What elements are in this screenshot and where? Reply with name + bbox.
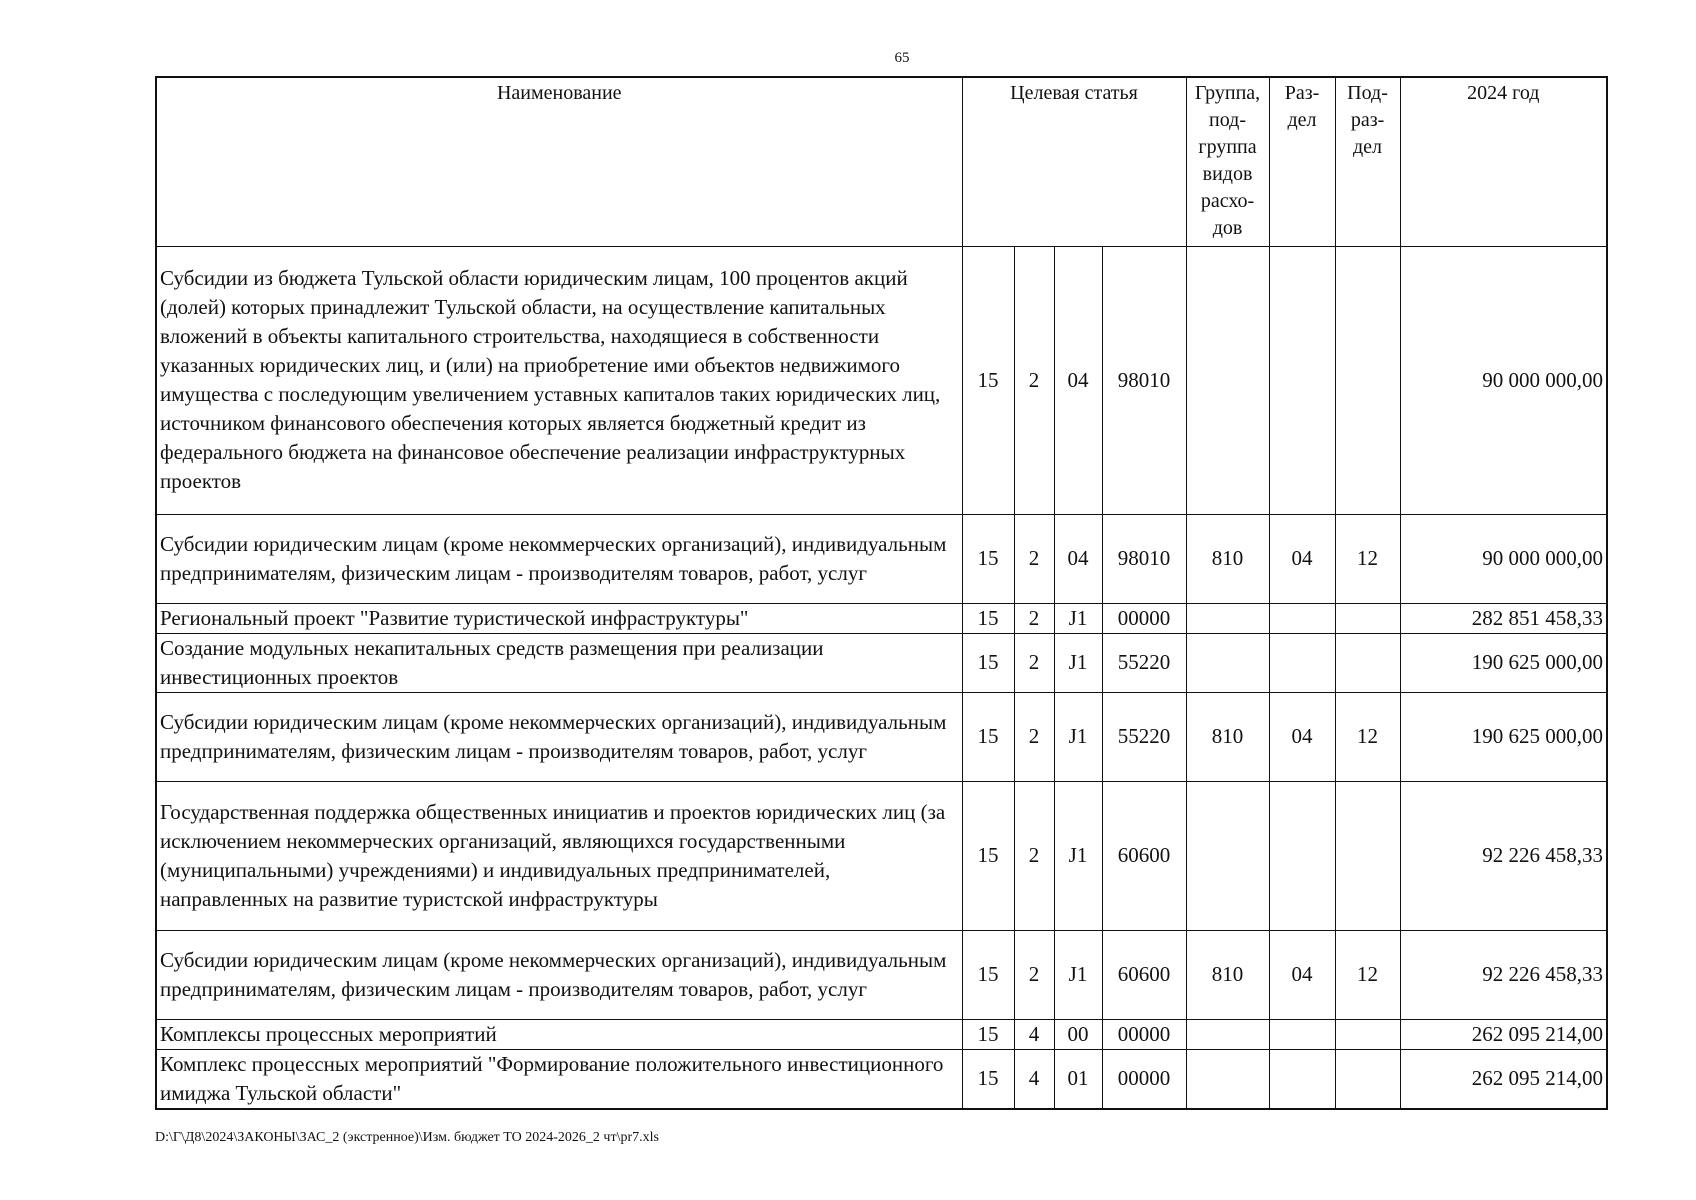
row-name: Создание модульных некапитальных средств размещения при реализации инвестиционных проектов: [156, 633, 962, 692]
amount-2024: 92 226 458,33: [1400, 781, 1607, 930]
target-article-part-2: 2: [1014, 603, 1054, 633]
expense-group: 810: [1186, 692, 1269, 781]
row-name: Субсидии юридическим лицам (кроме некоммерческих организаций), индивидуальным предпринимателям, физическим лицам - производителям товаров, работ, услуг: [156, 514, 962, 603]
table-row: [156, 633, 1607, 692]
table-row: [156, 603, 1607, 633]
target-article-part-1: 15: [962, 930, 1014, 1019]
page-number: 65: [894, 50, 910, 66]
subsection: 12: [1335, 692, 1400, 781]
header-year: 2024 год: [1400, 77, 1607, 246]
section: 04: [1269, 930, 1335, 1019]
row-name: Комплексы процессных мероприятий: [156, 1019, 962, 1049]
target-article-part-3: 04: [1054, 246, 1102, 514]
expense-group: [1186, 246, 1269, 514]
subsection: [1335, 1049, 1400, 1109]
expense-group: 810: [1186, 930, 1269, 1019]
header-section: Раз-дел: [1269, 77, 1335, 246]
table-row: [156, 1049, 1607, 1109]
target-article-part-1: 15: [962, 514, 1014, 603]
row-name: Комплекс процессных мероприятий "Формирование положительного инвестиционного имиджа Тульской области": [156, 1049, 962, 1109]
row-name: Субсидии юридическим лицам (кроме некоммерческих организаций), индивидуальным предпринимателям, физическим лицам - производителям товаров, работ, услуг: [156, 930, 962, 1019]
row-name: Субсидии юридическим лицам (кроме некоммерческих организаций), индивидуальным предпринимателям, физическим лицам - производителям товаров, работ, услуг: [156, 692, 962, 781]
section: [1269, 1049, 1335, 1109]
target-article-part-2: 2: [1014, 692, 1054, 781]
expense-group: [1186, 1049, 1269, 1109]
target-article-part-3: J1: [1054, 930, 1102, 1019]
target-article-part-4: 60600: [1102, 930, 1186, 1019]
target-article-part-3: J1: [1054, 781, 1102, 930]
row-name: Субсидии из бюджета Тульской области юридическим лицам, 100 процентов акций (долей) которых принадлежит Тульской области, на осуществление капитальных вложений в объекты капитального строительства, находящиеся в собственности указанных юридических лиц, и (или) на приобретение ими объектов недвижимого имущества с последующим увеличением уставных капиталов таких юридических лиц, источником финансового обеспечения которых является бюджетный кредит из федерального бюджета на финансовое обеспечение реализации инфраструктурных проектов: [156, 246, 962, 514]
target-article-part-4: 60600: [1102, 781, 1186, 930]
row-name: Региональный проект "Развитие туристической инфраструктуры": [156, 603, 962, 633]
section: [1269, 781, 1335, 930]
target-article-part-1: 15: [962, 781, 1014, 930]
target-article-part-4: 00000: [1102, 603, 1186, 633]
amount-2024: 190 625 000,00: [1400, 633, 1607, 692]
target-article-part-1: 15: [962, 633, 1014, 692]
target-article-part-2: 2: [1014, 930, 1054, 1019]
target-article-part-2: 2: [1014, 781, 1054, 930]
amount-2024: 262 095 214,00: [1400, 1019, 1607, 1049]
target-article-part-1: 15: [962, 1049, 1014, 1109]
target-article-part-3: 04: [1054, 514, 1102, 603]
target-article-part-3: J1: [1054, 692, 1102, 781]
section: [1269, 633, 1335, 692]
subsection: 12: [1335, 930, 1400, 1019]
expense-group: 810: [1186, 514, 1269, 603]
section: 04: [1269, 514, 1335, 603]
target-article-part-1: 15: [962, 603, 1014, 633]
expense-group: [1186, 1019, 1269, 1049]
subsection: [1335, 633, 1400, 692]
amount-2024: 262 095 214,00: [1400, 1049, 1607, 1109]
subsection: 12: [1335, 514, 1400, 603]
target-article-part-1: 15: [962, 1019, 1014, 1049]
expense-group: [1186, 633, 1269, 692]
header-subsection: Под-раз-дел: [1335, 77, 1400, 246]
budget-table: [155, 76, 1608, 1110]
target-article-part-4: 98010: [1102, 246, 1186, 514]
section: [1269, 1019, 1335, 1049]
subsection: [1335, 1019, 1400, 1049]
target-article-part-2: 4: [1014, 1019, 1054, 1049]
target-article-part-1: 15: [962, 692, 1014, 781]
target-article-part-3: J1: [1054, 633, 1102, 692]
target-article-part-3: 00: [1054, 1019, 1102, 1049]
table-row: [156, 246, 1607, 514]
target-article-part-4: 98010: [1102, 514, 1186, 603]
target-article-part-2: 4: [1014, 1049, 1054, 1109]
section: 04: [1269, 692, 1335, 781]
target-article-part-4: 55220: [1102, 633, 1186, 692]
target-article-part-3: 01: [1054, 1049, 1102, 1109]
table-row: [156, 930, 1607, 1019]
amount-2024: 190 625 000,00: [1400, 692, 1607, 781]
section: [1269, 246, 1335, 514]
table-row: [156, 692, 1607, 781]
target-article-part-4: 00000: [1102, 1049, 1186, 1109]
target-article-part-4: 00000: [1102, 1019, 1186, 1049]
table-header-row: [156, 77, 1607, 246]
header-target-article: Целевая статья: [962, 77, 1186, 246]
subsection: [1335, 246, 1400, 514]
target-article-part-2: 2: [1014, 514, 1054, 603]
amount-2024: 90 000 000,00: [1400, 246, 1607, 514]
header-name: Наименование: [156, 77, 962, 246]
file-path-footer: D:\Г\Д8\2024\ЗАКОНЫ\ЗАС_2 (экстренное)\Изм. бюджет ТО 2024-2026_2 чт\pr7.xls: [155, 1130, 659, 1145]
subsection: [1335, 781, 1400, 930]
target-article-part-2: 2: [1014, 246, 1054, 514]
table-row: [156, 781, 1607, 930]
target-article-part-2: 2: [1014, 633, 1054, 692]
expense-group: [1186, 781, 1269, 930]
amount-2024: 90 000 000,00: [1400, 514, 1607, 603]
amount-2024: 282 851 458,33: [1400, 603, 1607, 633]
section: [1269, 603, 1335, 633]
expense-group: [1186, 603, 1269, 633]
header-group: Группа, под-группа видов расхо-дов: [1186, 77, 1269, 246]
amount-2024: 92 226 458,33: [1400, 930, 1607, 1019]
table-row: [156, 514, 1607, 603]
row-name: Государственная поддержка общественных инициатив и проектов юридических лиц (за исключением некоммерческих организаций, являющихся государственными (муниципальными) учреждениями) и индивидуальных предпринимателей, направленных на развитие туристской инфраструктуры: [156, 781, 962, 930]
target-article-part-3: J1: [1054, 603, 1102, 633]
table-row: [156, 1019, 1607, 1049]
subsection: [1335, 603, 1400, 633]
target-article-part-1: 15: [962, 246, 1014, 514]
target-article-part-4: 55220: [1102, 692, 1186, 781]
